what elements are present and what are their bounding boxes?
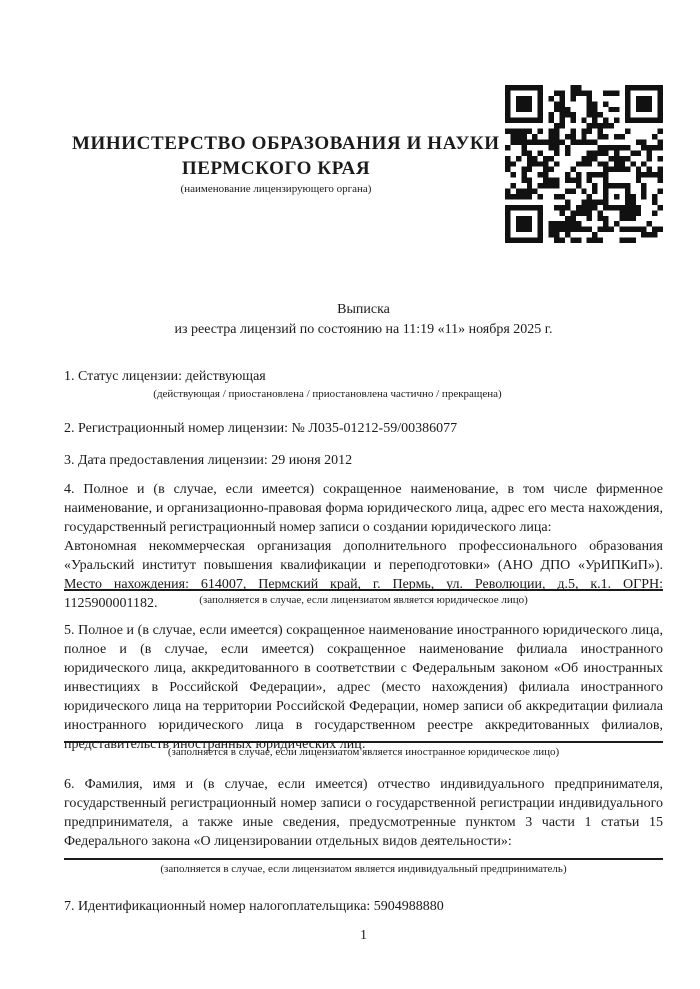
licensing-authority-header — [72, 131, 500, 196]
document-title — [64, 300, 663, 340]
license-status-value: действующая — [185, 369, 266, 384]
authority-name-line1: МИНИСТЕРСТВО ОБРАЗОВАНИЯ И НАУКИ — [72, 133, 500, 154]
field-taxpayer-number — [64, 897, 663, 916]
taxpayer-number-value: 5904988880 — [373, 899, 444, 914]
grant-date-value: 29 июня 2012 — [271, 453, 353, 468]
qr-code-image — [505, 85, 663, 243]
taxpayer-number-label: 7. Идентификационный номер налогоплательщика: — [64, 899, 371, 914]
foreign-entity-caption: (заполняется в случае, если лицензиатом является иностранное юридическое лицо) — [167, 746, 560, 758]
foreign-entity-fill-rule — [64, 741, 663, 759]
field-license-status — [64, 367, 663, 401]
field-foreign-entity — [64, 621, 663, 754]
page-number: 1 — [360, 928, 367, 943]
individual-entrepreneur-label: 6. Фамилия, имя и (в случае, если имеется) отчество индивидуального предпринимателя, государственный регистрационный номер записи о государственной регистрации индивидуального предпринимателя, а также иные сведения, предусмотренные пунктом 3 части 1 статьи 15 Федерального закона «О лицензировании отдельных видов деятельности»: — [64, 777, 663, 849]
legal-entity-label: 4. Полное и (в случае, если имеется) сокращенное наименование, в том числе фирменное наименование, и организационно-правовая форма юридического лица, адрес его места нахождения, государственный регистрационный номер записи о создании юридического лица: — [64, 482, 663, 535]
license-status-line — [64, 367, 663, 386]
title-line2: из реестра лицензий по состоянию на 11:19 «11» ноября 2025 г. — [174, 322, 553, 337]
registration-number-label: 2. Регистрационный номер лицензии: — [64, 421, 289, 436]
grant-date-label: 3. Дата предоставления лицензии: — [64, 453, 268, 468]
field-grant-date — [64, 451, 663, 470]
license-status-label: 1. Статус лицензии: — [64, 369, 183, 384]
field-registration-number — [64, 419, 663, 438]
legal-entity-value: Автономная некоммерческая организация дополнительного профессионального образования «Уральский институт повышения квалификации и переподготовки» (АНО ДПО «УрИПКиП»). Место нахождения: 614007, Пермский край, г. Пермь, ул. Революции, д.5, к.1. ОГРН: 1125900001182. — [64, 539, 663, 611]
registration-number-value: № Л035-01212-59/00386077 — [291, 421, 458, 436]
title-line1: Выписка — [337, 302, 390, 317]
field-individual-entrepreneur — [64, 775, 663, 851]
legal-entity-caption: (заполняется в случае, если лицензиатом является юридическое лицо) — [199, 594, 528, 606]
authority-name-line2: ПЕРМСКОГО КРАЯ — [181, 158, 371, 179]
foreign-entity-label: 5. Полное и (в случае, если имеется) сокращенное наименование иностранного юридического лица, полное и (в случае, если имеется) сокращенное наименование филиала иностранного юридического лица, аккредитованного в соответствии с Федеральным законом «Об иностранных инвестициях в Российской Федерации», адрес (место нахождения) филиала иностранного юридического лица на территории Российской Федерации, номер записи об аккредитации филиала иностранного юридического лица в государственном реестре аккредитованных филиалов, представительств иностранных юридических лиц: — [64, 623, 663, 752]
license-status-caption: (действующая / приостановлена / приостановлена частично / прекращена) — [153, 388, 502, 400]
qr-code-icon — [505, 85, 663, 243]
individual-entrepreneur-fill-rule — [64, 858, 663, 876]
individual-entrepreneur-caption: (заполняется в случае, если лицензиатом является индивидуальный предприниматель) — [160, 863, 567, 875]
legal-entity-fill-rule — [64, 589, 663, 607]
authority-name-caption: (наименование лицензирующего органа) — [180, 183, 372, 195]
